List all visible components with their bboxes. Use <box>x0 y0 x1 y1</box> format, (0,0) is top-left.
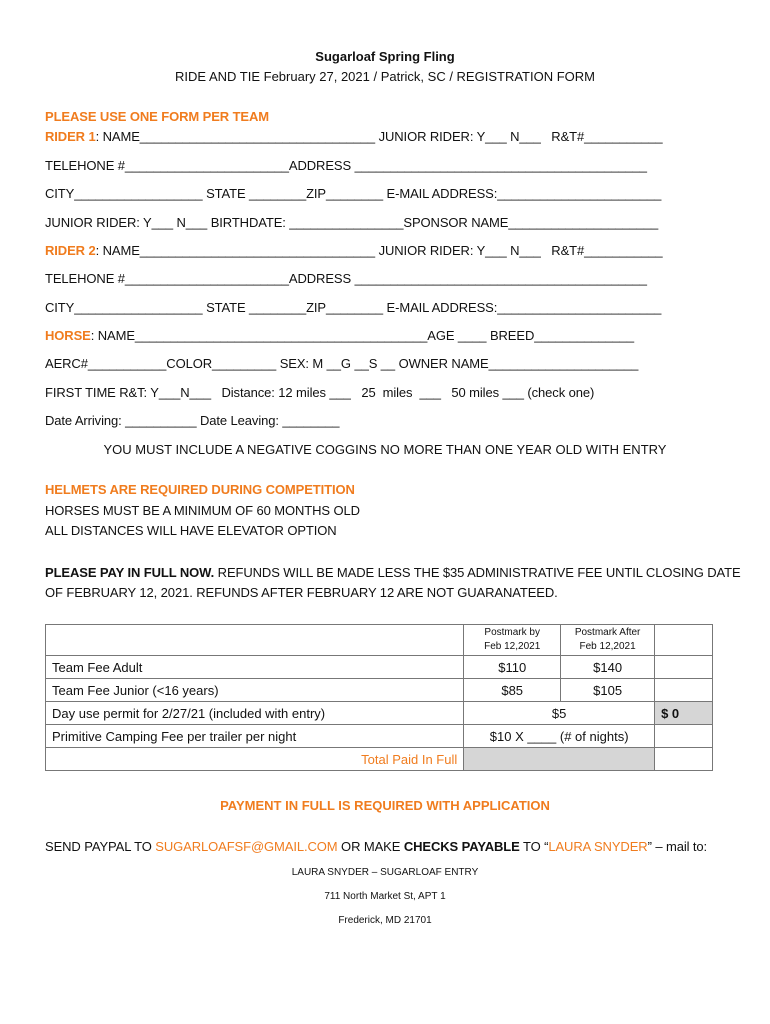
rider2-name-text: : NAME_________________________________ JUNIOR RIDER: Y___ N___ R&T#___________ <box>95 243 663 258</box>
rider1-name-line[interactable] <box>45 129 663 144</box>
form-title: Sugarloaf Spring Fling <box>315 49 455 64</box>
elevator-notice: ALL DISTANCES WILL HAVE ELEVATOR OPTION <box>45 523 337 538</box>
rider2-phone-line[interactable]: TELEHONE #_______________________ADDRESS _________________________________________ <box>45 271 647 286</box>
table-row <box>46 679 713 702</box>
postmark-before-header: Postmark by Feb 12,2021 <box>464 625 561 656</box>
fee-header-blank <box>46 625 464 656</box>
refund-line-2: OF FEBRUARY 12, 2021. REFUNDS AFTER FEBRUARY 12 ARE NOT GUARANATEED. <box>45 585 558 600</box>
address-line-2: 711 North Market St, APT 1 <box>324 891 446 902</box>
send-text-4: ” – mail to: <box>647 839 708 854</box>
horse-aerc-line[interactable]: AERC#___________COLOR_________ SEX: M __G __S __ OWNER NAME_____________________ <box>45 356 639 371</box>
horse-name-line[interactable] <box>45 328 634 343</box>
table-row <box>46 656 713 679</box>
address-line-1: LAURA SNYDER – SUGARLOAF ENTRY <box>291 867 479 878</box>
rider2-label: RIDER 2 <box>45 243 96 258</box>
rider1-phone-line[interactable]: TELEHONE #_______________________ADDRESS _________________________________________ <box>45 158 647 173</box>
fee-merged: $5 <box>464 702 655 725</box>
fee-table <box>45 624 713 771</box>
table-row <box>46 725 713 748</box>
payment-required-notice: PAYMENT IN FULL IS REQUIRED WITH APPLICATION <box>220 798 550 813</box>
pay-in-full-bold: PLEASE PAY IN FULL NOW. <box>45 565 215 580</box>
payee-name: LAURA SNYDER <box>548 839 648 854</box>
checks-payable-bold: CHECKS PAYABLE <box>403 839 520 854</box>
postmark-after-header: Postmark After Feb 12,2021 <box>561 625 655 656</box>
table-row <box>46 702 713 725</box>
paypal-email-link[interactable]: SUGARLOAFSF@GMAIL.COM <box>155 839 338 854</box>
total-blank-cell <box>655 748 713 771</box>
fee-label: Team Fee Junior (<16 years) <box>46 679 464 702</box>
rider1-name-text: : NAME_________________________________ JUNIOR RIDER: Y___ N___ R&T#___________ <box>95 129 663 144</box>
fee-total-cell[interactable] <box>655 679 713 702</box>
fee-after: $105 <box>561 679 655 702</box>
fee-merged[interactable]: $10 X ____ (# of nights) <box>464 725 655 748</box>
rider2-city-line[interactable]: CITY__________________ STATE ________ZIP________ E-MAIL ADDRESS:_______________________ <box>45 300 662 315</box>
form-subtitle: RIDE AND TIE February 27, 2021 / Patrick, SC / REGISTRATION FORM <box>175 69 595 84</box>
fee-label: Primitive Camping Fee per trailer per night <box>46 725 464 748</box>
fee-label: Day use permit for 2/27/21 (included with entry) <box>46 702 464 725</box>
horse-age-notice: HORSES MUST BE A MINIMUM OF 60 MONTHS OLD <box>45 503 360 518</box>
address-line-3: Frederick, MD 21701 <box>338 915 432 926</box>
send-text-3: TO “ <box>519 839 549 854</box>
one-form-notice: PLEASE USE ONE FORM PER TEAM <box>45 109 270 124</box>
send-instructions <box>45 839 707 854</box>
fee-label: Team Fee Adult <box>46 656 464 679</box>
total-paid-cell[interactable] <box>464 748 655 771</box>
fee-after: $140 <box>561 656 655 679</box>
coggins-notice: YOU MUST INCLUDE A NEGATIVE COGGINS NO MORE THAN ONE YEAR OLD WITH ENTRY <box>103 442 667 457</box>
dates-line[interactable]: Date Arriving: __________ Date Leaving: ________ <box>45 413 340 428</box>
refund-line-1 <box>45 565 741 580</box>
horse-label: HORSE <box>45 328 91 343</box>
horse-name-text: : NAME_________________________________________AGE ____ BREED______________ <box>90 328 635 343</box>
rider1-city-line[interactable]: CITY__________________ STATE ________ZIP________ E-MAIL ADDRESS:_______________________ <box>45 186 662 201</box>
total-header-blank <box>655 625 713 656</box>
fee-total-cell[interactable] <box>655 725 713 748</box>
fee-before: $85 <box>464 679 561 702</box>
rider2-name-line[interactable] <box>45 243 663 258</box>
send-text-1: SEND PAYPAL TO <box>45 839 156 854</box>
helmets-notice: HELMETS ARE REQUIRED DURING COMPETITION <box>45 482 355 497</box>
rider1-junior-line[interactable]: JUNIOR RIDER: Y___ N___ BIRTHDATE: ________________SPONSOR NAME_____________________ <box>45 215 659 230</box>
day-use-total: $ 0 <box>655 702 713 725</box>
fee-total-cell[interactable] <box>655 656 713 679</box>
send-text-2: OR MAKE <box>337 839 404 854</box>
fee-before: $110 <box>464 656 561 679</box>
rider1-label: RIDER 1 <box>45 129 96 144</box>
fee-table-header-row <box>46 625 713 656</box>
first-time-line[interactable]: FIRST TIME R&T: Y___N___ Distance: 12 miles ___ 25 miles ___ 50 miles ___ (check one) <box>45 385 595 400</box>
total-paid-label: Total Paid In Full <box>46 748 464 771</box>
table-total-row <box>46 748 713 771</box>
refund-text-1: REFUNDS WILL BE MADE LESS THE $35 ADMINISTRATIVE FEE UNTIL CLOSING DATE <box>214 565 741 580</box>
